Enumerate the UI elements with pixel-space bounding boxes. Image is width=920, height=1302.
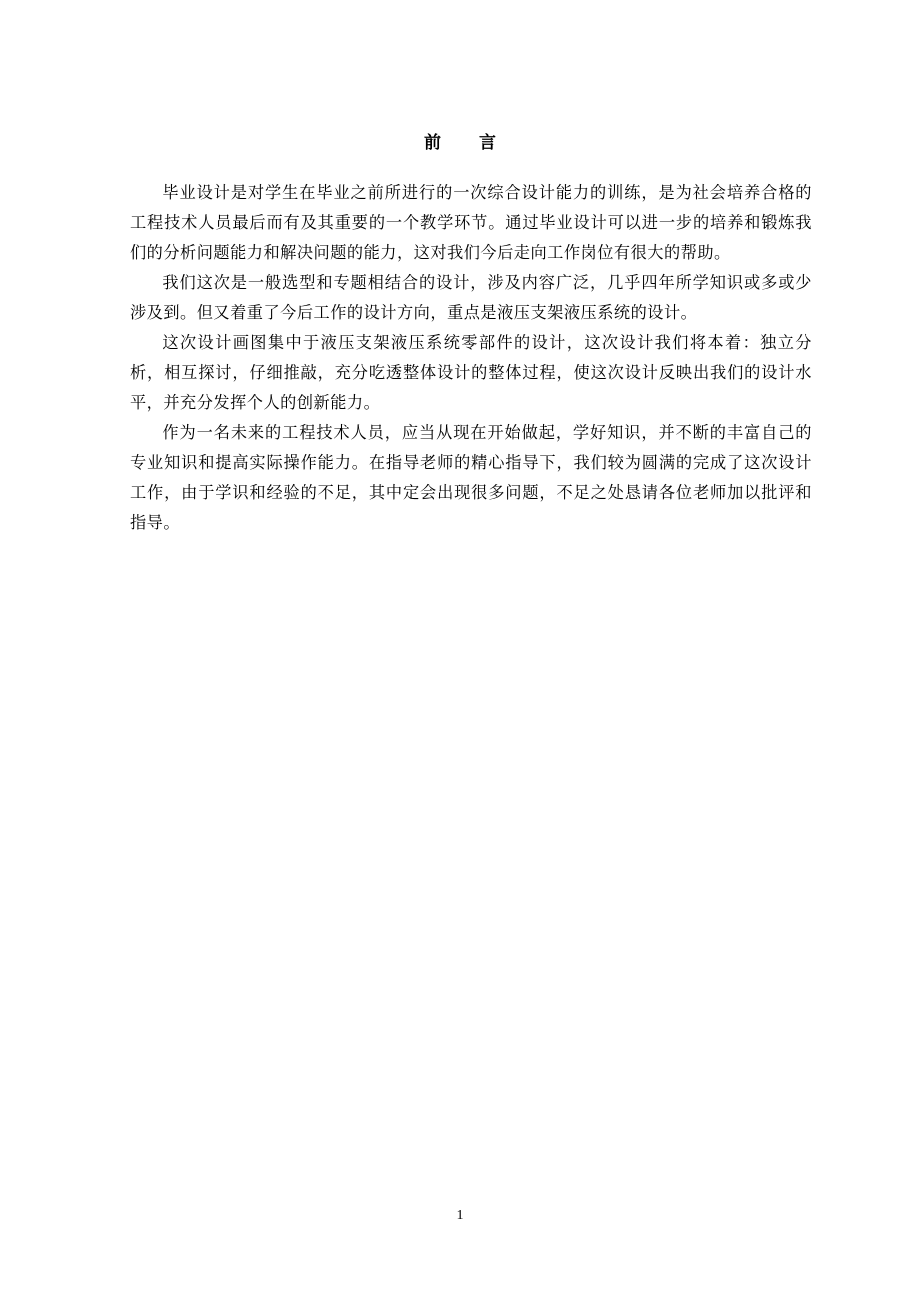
paragraph-2: 我们这次是一般选型和专题相结合的设计，涉及内容广泛，几乎四年所学知识或多或少涉及到。但又着重了今后工作的设计方向，重点是液压支架液压系统的设计。 <box>130 273 812 322</box>
paragraph-3: 这次设计画图集中于液压支架液压系统零部件的设计，这次设计我们将本着：独立分析，相互探讨，仔细推敲，充分吃透整体设计的整体过程，使这次设计反映出我们的设计水平，并充分发挥个人的创新能力。 <box>130 333 812 412</box>
page-title: 前 言 <box>424 133 512 153</box>
paragraph-1: 毕业设计是对学生在毕业之前所进行的一次综合设计能力的训练，是为社会培养合格的工程技术人员最后而有及其重要的一个教学环节。通过毕业设计可以进一步的培养和锻炼我们的分析问题能力和解决问题的能力，这对我们今后走向工作岗位有很大的帮助。 <box>130 183 812 262</box>
paragraph-4: 作为一名未来的工程技术人员，应当从现在开始做起，学好知识，并不断的丰富自己的专业知识和提高实际操作能力。在指导老师的精心指导下，我们较为圆满的完成了这次设计工作，由于学识和经验的不足，其中定会出现很多问题，不足之处恳请各位老师加以批评和指导。 <box>130 423 812 532</box>
body-text <box>130 178 812 538</box>
page-number: 1 <box>456 1208 464 1223</box>
